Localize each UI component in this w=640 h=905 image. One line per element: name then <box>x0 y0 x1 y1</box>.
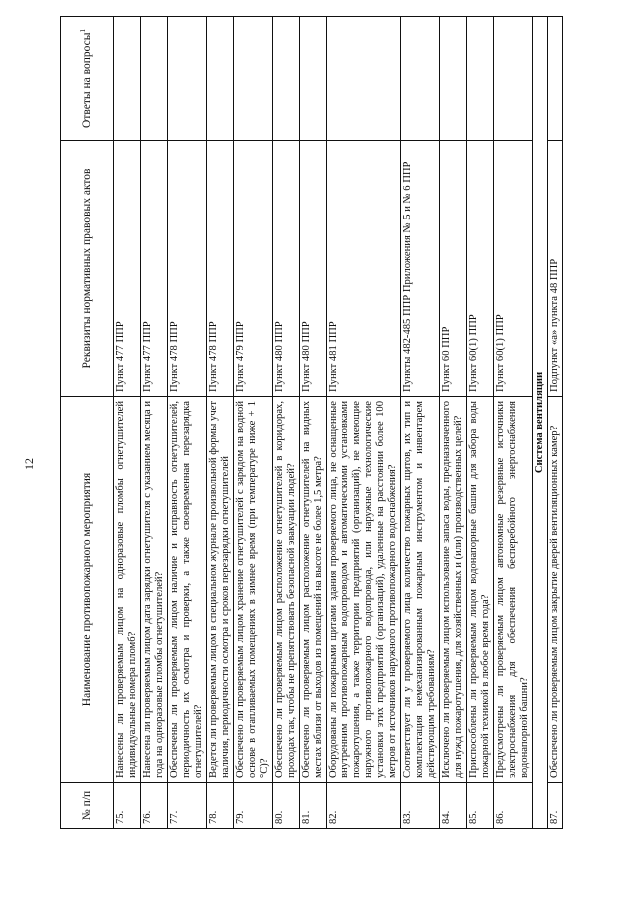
row-answer-cell[interactable] <box>326 17 401 141</box>
row-legal-reference: Пункт 478 ППР <box>167 141 206 397</box>
row-legal-reference: Пункт 480 ППР <box>299 141 326 397</box>
row-answer-cell[interactable] <box>272 17 299 141</box>
row-answer-cell[interactable] <box>401 17 440 141</box>
row-number: 83. <box>401 783 440 829</box>
row-number: 79. <box>233 783 272 829</box>
row-legal-reference: Пункт 60(1) ППР <box>494 141 533 397</box>
row-number: 78. <box>206 783 233 829</box>
table-row <box>272 17 299 829</box>
row-measure-text: Приспособлены ли проверяемым лицом водонапорные башни для забора воды пожарной техникой в любое время года? <box>467 397 494 783</box>
row-measure-text: Обеспечено ли проверяемым лицом хранение огнетушителей с зарядом на водной основе в отапливаемых помещениях в зимнее время (при температуре ниже + 1 °С)? <box>233 397 272 783</box>
row-number: 85. <box>467 783 494 829</box>
table-row <box>401 17 440 829</box>
row-measure-text: Ведется ли проверяемым лицом в специальном журнале произвольной формы учет наличия, периодичности осмотра и сроков перезарядки огнетушителей <box>206 397 233 783</box>
table-row <box>494 17 533 829</box>
table-row <box>114 17 141 829</box>
row-number: 75. <box>114 783 141 829</box>
row-legal-reference: Пункт 481 ППР <box>326 141 401 397</box>
table-row <box>206 17 233 829</box>
table-row <box>326 17 401 829</box>
row-measure-text: Обеспечено ли проверяемым лицом закрытие дверей вентиляционных камер? <box>547 397 562 783</box>
row-answer-cell[interactable] <box>299 17 326 141</box>
header-answers-label: Ответы на вопросы <box>80 32 93 128</box>
row-number: 86. <box>494 783 533 829</box>
row-legal-reference: Пункт 479 ППР <box>233 141 272 397</box>
row-measure-text: Обеспечены ли проверяемым лицом наличие и исправность огнетушителей, периодичность их осмотра и проверки, а также своевременная перезарядка огнетушителей? <box>167 397 206 783</box>
row-measure-text: Соответствует ли у проверяемого лица количество пожарных щитов, их тип и комплектация немеханизированным пожарным инструментом и инвентарем действующим требованиям? <box>401 397 440 783</box>
footnote-marker: 1 <box>79 29 88 33</box>
table-row <box>140 17 167 829</box>
row-legal-reference: Подпункт «а» пункта 48 ППР <box>547 141 562 397</box>
row-legal-reference: Пункт 60(1) ППР <box>467 141 494 397</box>
row-answer-cell[interactable] <box>114 17 141 141</box>
row-legal-reference: Пункт 477 ППР <box>140 141 167 397</box>
table-row <box>167 17 206 829</box>
row-legal-reference: Пункт 480 ППР <box>272 141 299 397</box>
table-row <box>467 17 494 829</box>
row-answer-cell[interactable] <box>167 17 206 141</box>
row-answer-cell[interactable] <box>467 17 494 141</box>
row-answer-cell[interactable] <box>440 17 467 141</box>
table-row <box>233 17 272 829</box>
row-measure-text: Исключено ли проверяемым лицом использование запаса воды, предназначенного для нужд пожаротушения, для хозяйственных и (или) производственных целей? <box>440 397 467 783</box>
row-legal-reference: Пункт 60 ППР <box>440 141 467 397</box>
row-answer-cell[interactable] <box>494 17 533 141</box>
section-row <box>533 17 548 829</box>
row-measure-text: Предусмотрены ли проверяемым лицом автономные резервные источники электроснабжения для обеспечения бесперебойного энергоснабжения водонапорной башни? <box>494 397 533 783</box>
header-num: № п/п <box>61 783 114 829</box>
row-legal-reference: Пункт 478 ППР <box>206 141 233 397</box>
row-measure-text: Обеспечено ли проверяемым лицом расположение огнетушителей на видных местах вблизи от выходов из помещений на высоте не более 1,5 метра? <box>299 397 326 783</box>
table-header-row <box>61 17 114 829</box>
row-answer-cell[interactable] <box>233 17 272 141</box>
row-legal-reference: Пункт 477 ППР <box>114 141 141 397</box>
table-row <box>299 17 326 829</box>
checklist-table <box>60 16 563 829</box>
row-answer-cell[interactable] <box>547 17 562 141</box>
row-measure-text: Оборудованы ли пожарными щитами здания проверяемого лица, не оснащенные внутренним противопожарным водопроводом и автоматическими установками пожаротушения, а также территории предприятий (организаций), не имеющие наружного противопожарного водопровода, или наружные технологические установки этих предприятий (организаций), удаленные на расстоянии более 100 метров от источников наружного противопожарного водоснабжения? <box>326 397 401 783</box>
header-answers <box>61 17 114 141</box>
header-measure: Наименование противопожарного мероприятия <box>61 397 114 783</box>
row-measure-text: Нанесена ли проверяемым лицом дата зарядки огнетушителя с указанием месяца и года на одноразовые пломбы огнетушителей? <box>140 397 167 783</box>
row-number: 82. <box>326 783 401 829</box>
header-requisites: Реквизиты нормативных правовых актов <box>61 141 114 397</box>
row-number: 84. <box>440 783 467 829</box>
row-measure-text: Нанесены ли проверяемым лицом на одноразовые пломбы огнетушителей индивидуальные номера пломб? <box>114 397 141 783</box>
row-number: 76. <box>140 783 167 829</box>
table-row <box>547 17 562 829</box>
table-row <box>440 17 467 829</box>
row-number: 81. <box>299 783 326 829</box>
row-measure-text: Обеспечено ли проверяемым лицом расположение огнетушителей в коридорах, проходах так, чтобы не препятствовать безопасной эвакуации людей? <box>272 397 299 783</box>
row-number: 77. <box>167 783 206 829</box>
row-legal-reference: Пункты 482-485 ППР Приложения № 5 и № 6 ППР <box>401 141 440 397</box>
row-answer-cell[interactable] <box>206 17 233 141</box>
row-answer-cell[interactable] <box>140 17 167 141</box>
section-title: Система вентиляции <box>533 17 548 829</box>
page-number: 12 <box>22 458 36 470</box>
row-number: 80. <box>272 783 299 829</box>
row-number: 87. <box>547 783 562 829</box>
